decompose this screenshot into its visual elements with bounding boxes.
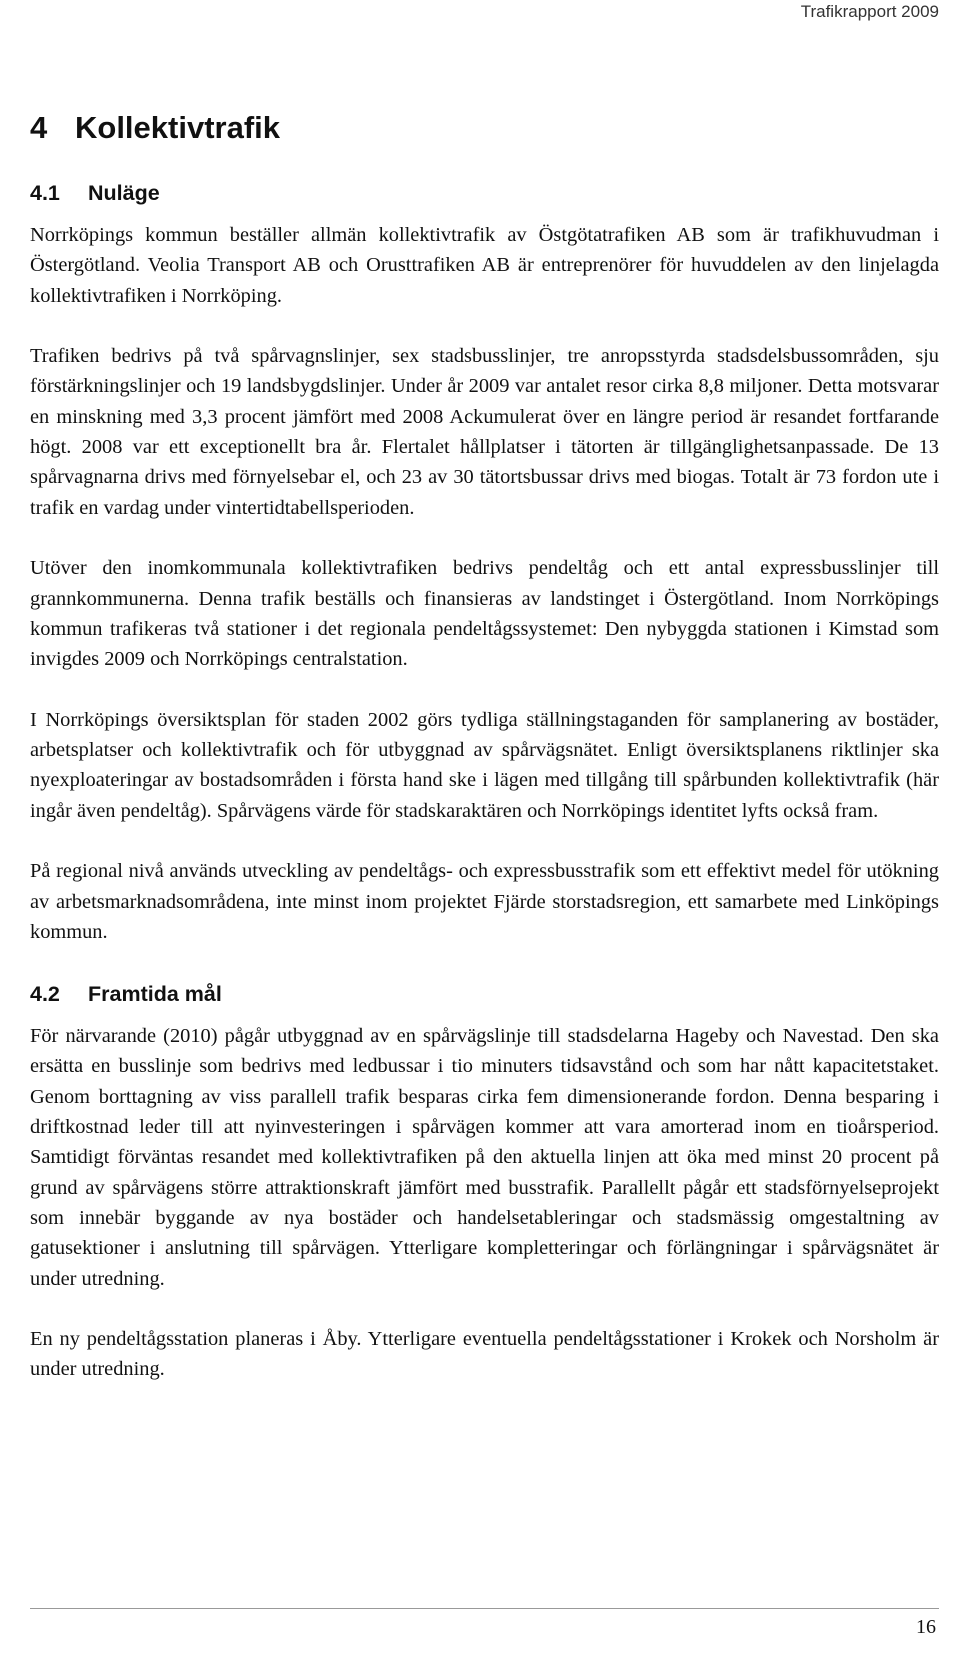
chapter-heading bbox=[30, 108, 939, 148]
paragraph: En ny pendeltågsstation planeras i Åby. Ytterligare eventuella pendeltågsstationer i Krokek och Norsholm är under utredning. bbox=[30, 1328, 939, 1381]
section-number: 4.2 bbox=[30, 982, 60, 1007]
paragraph: I Norrköpings översiktsplan för staden 2002 görs tydliga ställningstaganden för samplanering av bostäder, arbetsplatser och kollektivtrafik och för utbyggnad av spårvägsnätet. Enligt översiktsplanens riktlinjer ska nyexploateringar av bostadsområden i första hand ske i lägen med tillgång till spårbunden kollektivtrafik (här ingår även pendeltåg). Spårvägens värde för stadskaraktären och Norrköpings identitet lyfts också fram. bbox=[30, 708, 939, 822]
paragraph: På regional nivå används utveckling av pendeltågs- och expressbusstrafik som ett effektivt medel för utökning av arbetsmarknadsområdena, inte minst inom projektet Fjärde storstadsregion, ett samarbete med Linköpings kommun. bbox=[30, 860, 939, 943]
page-content bbox=[30, 108, 939, 1415]
section-title: Framtida mål bbox=[88, 982, 222, 1007]
section-title: Nuläge bbox=[88, 181, 160, 205]
footer-rule bbox=[30, 1608, 939, 1609]
section-number: 4.1 bbox=[30, 181, 60, 205]
section-heading-nulage bbox=[30, 178, 939, 208]
chapter-number: 4 bbox=[30, 110, 48, 145]
chapter-title: Kollektivtrafik bbox=[75, 110, 281, 145]
paragraph: För närvarande (2010) pågår utbyggnad av en spårvägslinje till stadsdelarna Hageby och Navestad. Den ska ersätta en busslinje som bedrivs med ledbussar i tio minuters tidsavstånd och som har nått kapacitetstaket. Genom borttagning av viss parallell trafik besparas cirka fem dimensionerande fordon. Denna besparing i driftkostnad leder till att nyinvesteringen i spårvägen kommer att vara amorterad inom en tioårsperiod. Samtidigt förväntas resandet med kollektivtrafiken på den aktuella linjen att öka med minst 20 procent på grund av spårvägens större attraktionskraft jämfört med busstrafik. Parallellt pågår ett stadsförnyelseprojekt som innebär byggande av nya bostäder och handelsetableringar och stadsmässig omgestaltning av gatusektioner i anslutning till spårvägen. Ytterligare kompletteringar och förlängningar i spårvägsnätet är under utredning. bbox=[30, 1025, 939, 1290]
paragraph: Norrköpings kommun beställer allmän kollektivtrafik av Östgötatrafiken AB som är trafikhuvudman i Östergötland. Veolia Transport AB och Orusttrafiken AB är entreprenörer för huvuddelen av den linjelagda kollektivtrafiken i Norrköping. bbox=[30, 224, 939, 307]
running-header: Trafikrapport 2009 bbox=[800, 2, 939, 21]
section-heading-framtida-mal bbox=[30, 979, 939, 1009]
page-number: 16 bbox=[916, 1616, 936, 1638]
paragraph: Utöver den inomkommunala kollektivtrafiken bedrivs pendeltåg och ett antal expressbusslinjer till grannkommunerna. Denna trafik beställs och finansieras av landstinget i Östergötland. Inom Norrköpings kommun trafikeras två stationer i det regionala pendeltågssystemet: Den nybyggda stationen i Kimstad som invigdes 2009 och Norrköpings centralstation. bbox=[30, 557, 939, 671]
paragraph: Trafiken bedrivs på två spårvagnslinjer, sex stadsbusslinjer, tre anropsstyrda stadsdelsbussområden, sju förstärkningslinjer och 19 landsbygdslinjer. Under år 2009 var antalet resor cirka 8,8 miljoner. Detta motsvarar en minskning med 3,3 procent jämfört med 2008 Ackumulerat över en längre period är resandet fortfarande högt. 2008 var ett exceptionellt bra år. Flertalet hållplatser i tätorten är tillgänglighetsanpassade. De 13 spårvagnarna drivs med förnyelsebar el, och 23 av 30 tätortsbussar drivs med biogas. Totalt är 73 fordon ute i trafik en vardag under vintertidtabellsperioden. bbox=[30, 345, 939, 519]
